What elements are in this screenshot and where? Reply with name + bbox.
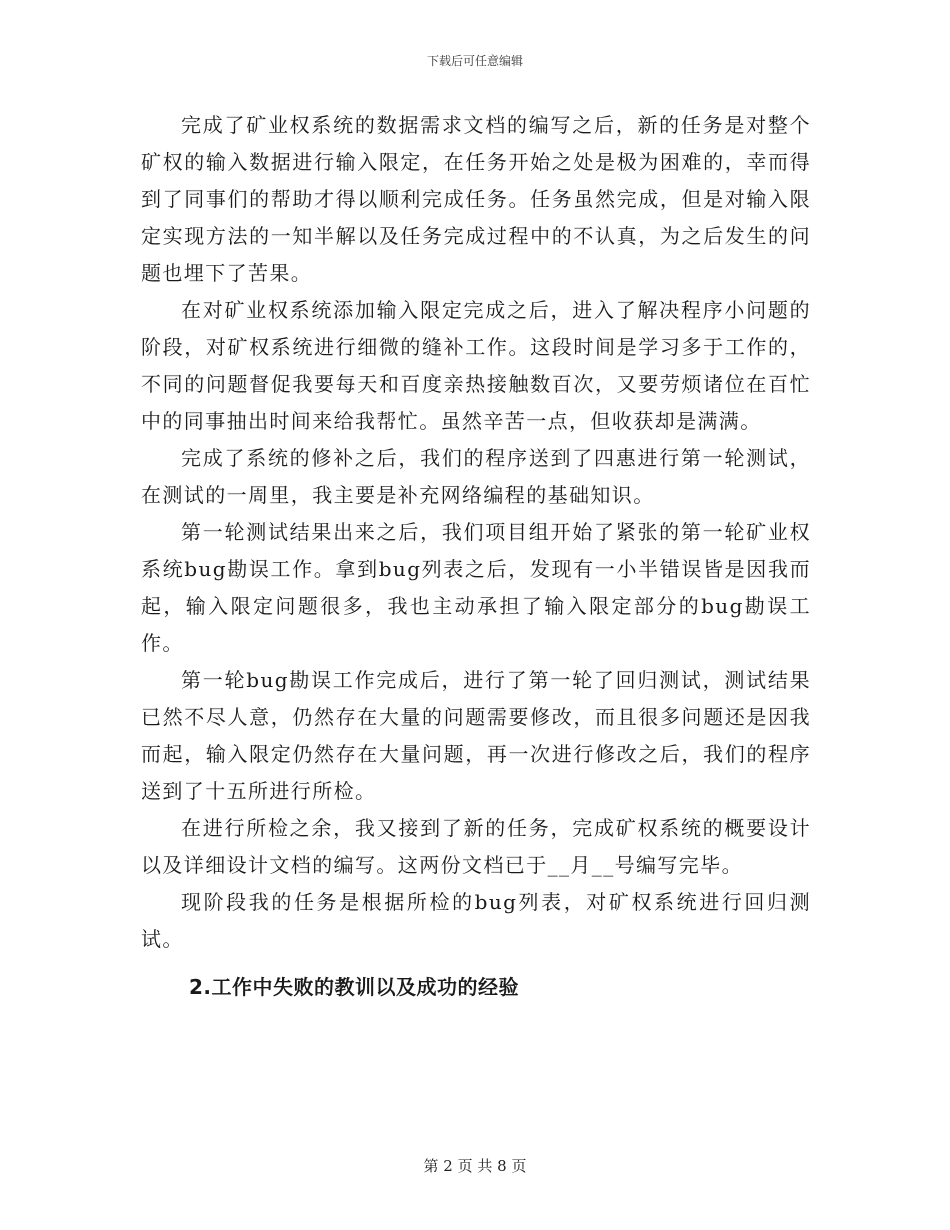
paragraph-7: 现阶段我的任务是根据所检的bug列表，对矿权系统进行回归测试。: [141, 890, 811, 951]
paragraph-6: 在进行所检之余，我又接到了新的任务，完成矿权系统的概要设计以及详细设计文档的编写。这两份文档已于__月__号编写完毕。: [141, 816, 811, 877]
section-heading: 2.工作中失败的教训以及成功的经验: [189, 975, 520, 999]
paragraph-5: 第一轮bug勘误工作完成后，进行了第一轮了回归测试，测试结果已然不尽人意，仍然存在大量的问题需要修改，而且很多问题还是因我而起，输入限定仍然存在大量问题，再一次进行修改之后，我们的程序送到了十五所进行所检。: [141, 668, 811, 803]
paragraph-1: 完成了矿业权系统的数据需求文档的编写之后，新的任务是对整个矿权的输入数据进行输入限定，在任务开始之处是极为困难的，幸而得到了同事们的帮助才得以顺利完成任务。任务虽然完成，但是对输入限定实现方法的一知半解以及任务完成过程中的不认真，为之后发生的问题也埋下了苦果。: [141, 113, 811, 285]
page-header-note: 下载后可任意编辑: [426, 54, 523, 68]
paragraph-4: 第一轮测试结果出来之后，我们项目组开始了紧张的第一轮矿业权系统bug勘误工作。拿到bug列表之后，发现有一小半错误皆是因我而起，输入限定问题很多，我也主动承担了输入限定部分的bug勘误工作。: [141, 520, 811, 655]
document-body: [141, 107, 811, 1006]
paragraph-2: 在对矿业权系统添加输入限定完成之后，进入了解决程序小问题的阶段，对矿权系统进行细微的缝补工作。这段时间是学习多于工作的，不同的问题督促我要每天和百度亲热接触数百次，又要劳烦诸位在百忙中的同事抽出时间来给我帮忙。虽然辛苦一点，但收获却是满满。: [141, 298, 811, 433]
paragraph-3: 完成了系统的修补之后，我们的程序送到了四惠进行第一轮测试，在测试的一周里，我主要是补充网络编程的基础知识。: [141, 446, 811, 507]
page-number: 第 2 页 共 8 页: [423, 1157, 527, 1175]
